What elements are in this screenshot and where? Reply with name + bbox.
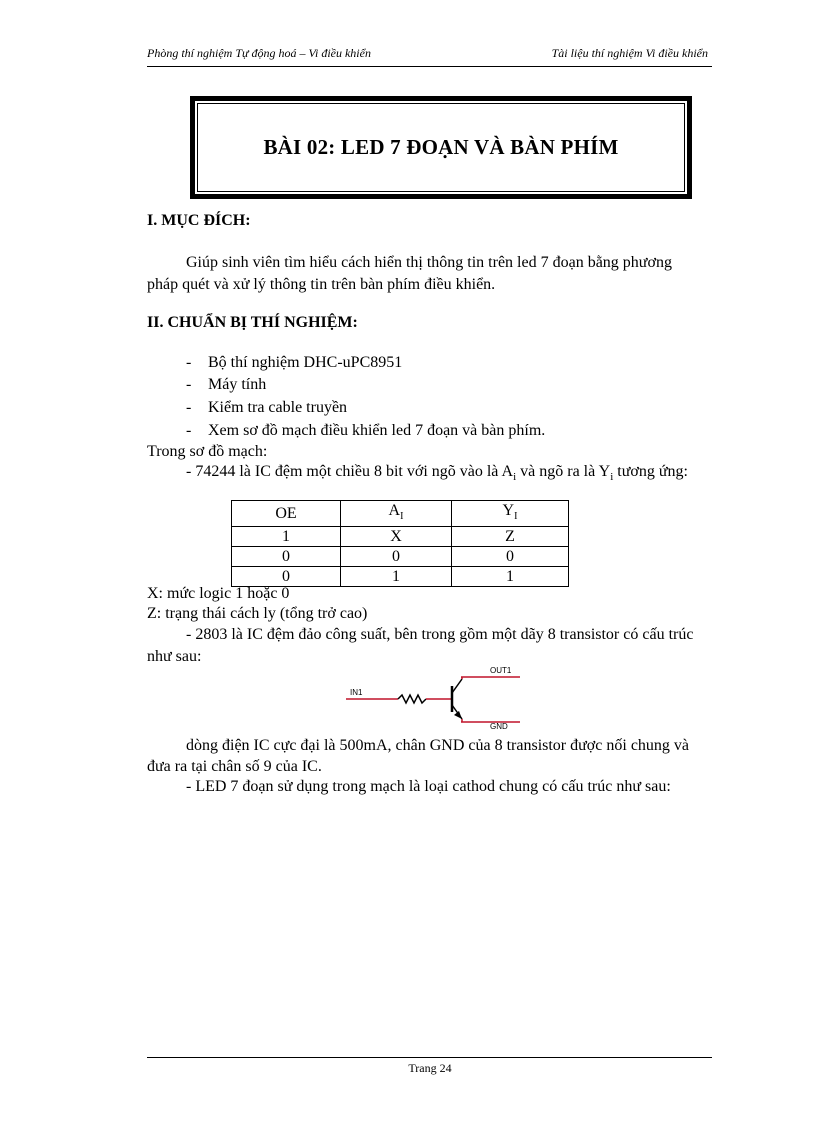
after-line-3: - LED 7 đoạn sử dụng trong mạch là loại cathod chung có cấu trúc như sau: xyxy=(186,778,671,795)
table-cell: 0 xyxy=(341,547,452,567)
table-cell: 1 xyxy=(341,567,452,587)
page-number: Trang 24 xyxy=(408,1061,452,1075)
table-cell: 0 xyxy=(232,547,341,567)
table-header-row xyxy=(232,501,569,527)
table-header-cell: OE xyxy=(232,501,341,527)
ic2803-line-1: - 2803 là IC đệm đảo công suất, bên trong gồm một dãy 8 transistor có cấu trúc xyxy=(186,626,694,643)
table-cell: 0 xyxy=(452,547,569,567)
table-header-cell: $A_I$ xyxy=(341,501,452,527)
table-header-cell: $Y_I$ xyxy=(452,501,569,527)
after-line-2: đưa ra tại chân số 9 của IC. xyxy=(147,758,322,775)
resistor-symbol xyxy=(398,695,426,703)
table-cell: X xyxy=(341,527,452,547)
table-cell: 1 xyxy=(452,567,569,587)
emitter-arrow xyxy=(454,711,462,719)
transistor-schematic xyxy=(330,662,530,732)
purpose-line-2: pháp quét và xử lý thông tin trên bàn phím điều khiển. xyxy=(147,276,496,293)
table-cell: 1 xyxy=(232,527,341,547)
list-item: - Máy tính xyxy=(186,376,267,393)
header-right: Tài liệu thí nghiệm Vi điều khiển xyxy=(551,46,708,60)
page-title: BÀI 02: LED 7 ĐOẠN VÀ BÀN PHÍM xyxy=(263,135,619,159)
list-item: - Xem sơ đồ mạch điều khiển led 7 đoạn và bàn phím. xyxy=(186,422,546,439)
transistor-collector xyxy=(452,679,462,693)
section-heading-preparation: II. CHUẨN BỊ THÍ NGHIỆM: xyxy=(147,314,358,331)
table-cell: 0 xyxy=(232,567,341,587)
out1-label: OUT1 xyxy=(490,666,512,675)
list-item: - Bộ thí nghiệm DHC-uPC8951 xyxy=(186,354,403,371)
circuit-intro: Trong sơ đồ mạch: xyxy=(147,443,268,460)
section-heading-purpose: I. MỤC ĐÍCH: xyxy=(147,212,251,229)
note-x: X: mức logic 1 hoặc 0 xyxy=(147,585,290,602)
table-row xyxy=(232,527,569,547)
header-left: Phòng thí nghiệm Tự động hoá – Vi điều khiển xyxy=(147,46,371,60)
ic2803-line-2: như sau: xyxy=(147,648,202,665)
in1-label: IN1 xyxy=(350,688,363,697)
ic74244-description: - 74244 là IC đệm một chiều 8 bit với ngõ vào là $A_i$ và ngõ ra là $Y_i$ tương ứng: xyxy=(186,463,688,484)
gnd-label: GND xyxy=(490,722,508,731)
table-cell: Z xyxy=(452,527,569,547)
note-z: Z: trạng thái cách ly (tổng trở cao) xyxy=(147,605,368,622)
after-line-1: dòng điện IC cực đại là 500mA, chân GND của 8 transistor được nối chung và xyxy=(186,737,690,754)
header-divider xyxy=(147,66,712,67)
footer-divider xyxy=(147,1057,712,1058)
list-item: - Kiểm tra cable truyền xyxy=(186,399,348,416)
title-box xyxy=(190,96,692,199)
truth-table xyxy=(231,500,569,587)
purpose-line-1: Giúp sinh viên tìm hiểu cách hiển thị thông tin trên led 7 đoạn bằng phương xyxy=(186,254,672,271)
table-row xyxy=(232,547,569,567)
